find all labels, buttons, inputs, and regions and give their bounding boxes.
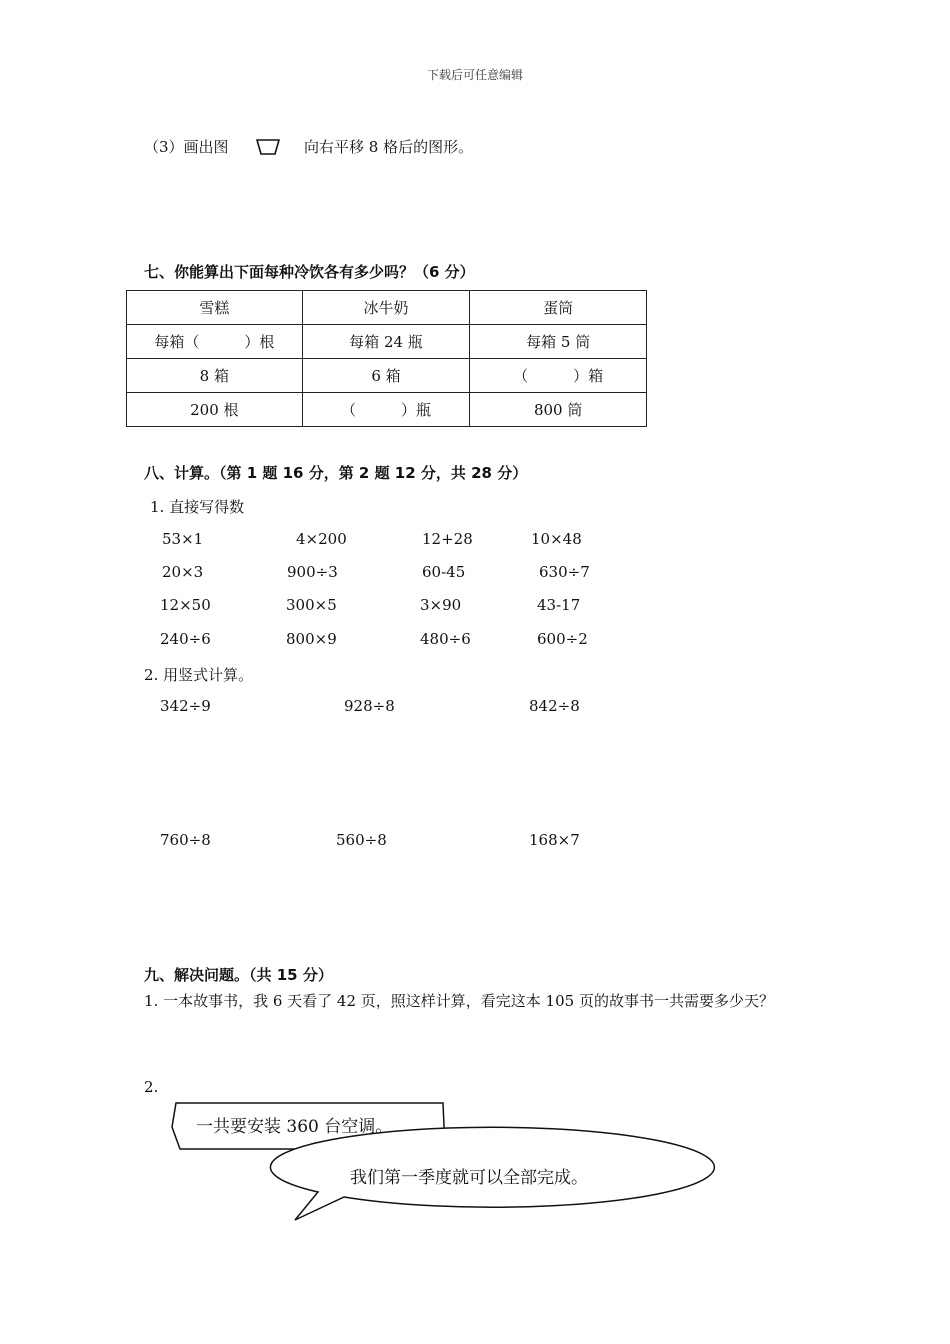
calc-item: 60-45 [422,563,466,581]
table-cell: 冰牛奶 [302,291,470,325]
vertical-calc-item: 842÷8 [529,697,580,715]
table-cell: 雪糕 [127,291,303,325]
page-header: 下载后可任意编辑 [426,68,523,82]
table-cell: 800 筒 [470,393,647,427]
table-cell: 每箱 5 筒 [470,325,647,359]
table-cell: 每箱（ ）根 [127,325,303,359]
calc-item: 4×200 [296,530,347,548]
q7-title: 七、你能算出下面每种冷饮各有多少吗？（6 分） [144,263,475,281]
calc-item: 480÷6 [420,630,471,648]
q8-title: 八、计算。（第 1 题 16 分，第 2 题 12 分，共 28 分） [144,464,528,482]
calc-item: 53×1 [162,530,204,548]
q9-title: 九、解决问题。（共 15 分） [144,966,333,984]
vertical-calc-item: 342÷9 [160,697,211,715]
calc-item: 43-17 [537,596,581,614]
table-cell: （ ）箱 [470,359,647,393]
table-cell: 6 箱 [302,359,470,393]
calc-item: 300×5 [286,596,337,614]
calc-item: 12×50 [160,596,211,614]
calc-item: 10×48 [531,530,582,548]
calc-item: 3×90 [420,596,462,614]
calc-item: 600÷2 [537,630,588,648]
q8-part1-title: 1. 直接写得数 [150,498,245,516]
calc-item: 630÷7 [539,563,590,581]
speech-bubble-1-text: 一共要安装 360 台空调。 [196,1117,393,1137]
q6-3-suffix: 向右平移 8 格后的图形。 [304,138,474,156]
q8-part2-title: 2. 用竖式计算。 [144,666,254,684]
vertical-calc-item: 928÷8 [344,697,395,715]
table-cell: 200 根 [127,393,303,427]
q9-problem-1: 1. 一本故事书，我 6 天看了 42 页，照这样计算，看完这本 105 页的故事书一共需要多少天？ [144,992,774,1010]
calc-item: 240÷6 [160,630,211,648]
table-cell: 8 箱 [127,359,303,393]
vertical-calc-item: 760÷8 [160,831,211,849]
q6-3-prefix: （3）画出图 [144,138,229,156]
calc-item: 20×3 [162,563,204,581]
table-cell: 蛋筒 [470,291,647,325]
calc-item: 900÷3 [287,563,338,581]
q9-problem-2-label: 2. [144,1078,159,1096]
speech-bubble-2-text: 我们第一季度就可以全部完成。 [350,1168,588,1188]
calc-item: 12+28 [422,530,473,548]
table-cell: 每箱 24 瓶 [302,325,470,359]
calc-item: 800×9 [286,630,337,648]
vertical-calc-item: 560÷8 [336,831,387,849]
table-cell: （ ）瓶 [302,393,470,427]
vertical-calc-item: 168×7 [529,831,580,849]
